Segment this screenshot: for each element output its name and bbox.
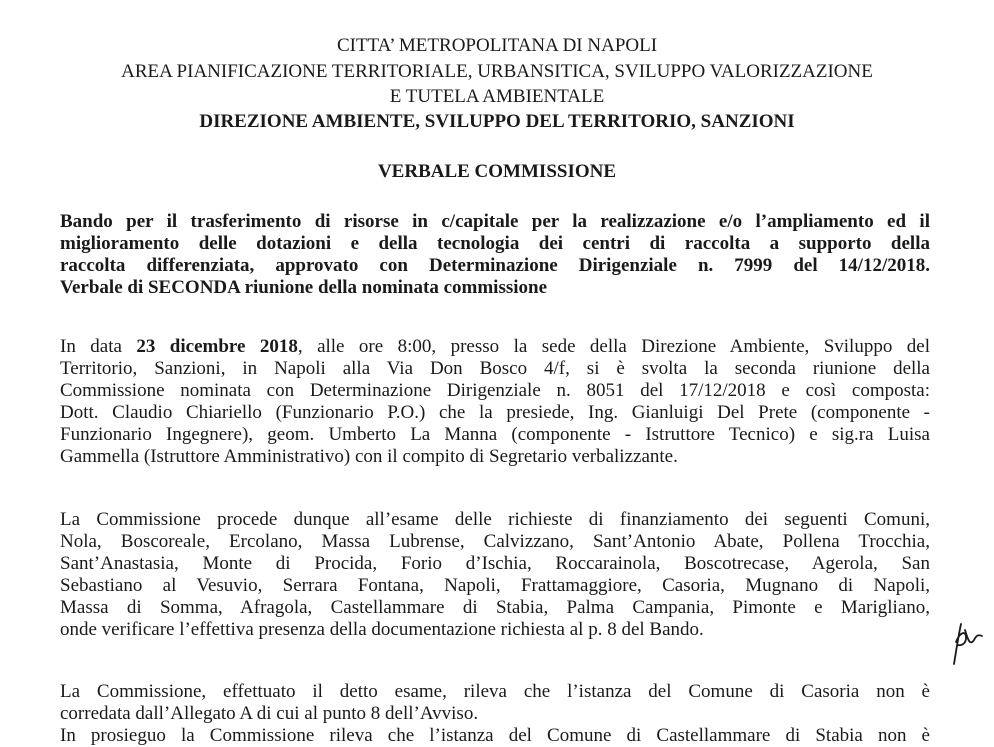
paragraph-text: In data <box>60 336 137 357</box>
document-title: VERBALE COMMISSIONE <box>377 161 617 182</box>
header-line-4: DIREZIONE AMBIENTE, SVILUPPO DEL TERRITORIO, SANZIONI <box>199 111 795 132</box>
paragraph-3 <box>60 681 930 747</box>
subject-line: Bando per il trasferimento di risorse in c/capitale per la realizzazione e/o l’ampliamento ed il <box>60 211 930 232</box>
subject-line: raccolta differenziata, approvato con Determinazione Dirigenziale n. 7999 del 14/12/2018. <box>60 255 930 276</box>
header-line-2: AREA PIANIFICAZIONE TERRITORIALE, URBANSITICA, SVILUPPO VALORIZZAZIONE <box>121 61 873 82</box>
paragraph-line: Dott. Claudio Chiariello (Funzionario P.O.) che la presiede, Ing. Gianluigi Del Prete (componente - <box>60 402 930 423</box>
meeting-date: 23 dicembre 2018 <box>136 336 298 357</box>
paragraph-line: Territorio, Sanzioni, in Napoli alla Via Don Bosco 4/f, si è svolta la seconda riunione della <box>60 358 930 379</box>
paragraph-line: In prosieguo la Commissione rileva che l’istanza del Comune di Castellammare di Stabia non è <box>60 725 930 746</box>
paragraph-line: La Commissione procede dunque all’esame delle richieste di finanziamento dei seguenti Comuni, <box>60 509 930 530</box>
paragraph-line: Commissione nominata con Determinazione Dirigenziale n. 8051 del 17/12/2018 e così composta: <box>60 380 930 401</box>
paragraph-line: Nola, Boscoreale, Ercolano, Massa Lubrense, Calvizzano, Sant’Antonio Abate, Pollena Trocchia, <box>60 531 930 552</box>
header-line-3: E TUTELA AMBIENTALE <box>389 86 605 107</box>
paragraph-line <box>60 336 930 358</box>
subject-line: Verbale di SECONDA riunione della nominata commissione <box>60 277 548 298</box>
paragraph-line: onde verificare l’effettiva presenza della documentazione richiesta al p. 8 del Bando. <box>60 619 704 640</box>
paragraph-2 <box>60 509 930 641</box>
paragraph-line: Massa di Somma, Afragola, Castellammare di Stabia, Palma Campania, Pimonte e Marigliano, <box>60 597 930 618</box>
handwritten-initials-signature <box>946 618 986 668</box>
subject-block <box>60 211 930 299</box>
paragraph-line: corredata dall’Allegato A di cui al punto 8 dell’Avviso. <box>60 703 479 724</box>
paragraph-line: Sant’Anastasia, Monte di Procida, Forio d’Ischia, Roccarainola, Boscotrecase, Agerola, San <box>60 553 930 574</box>
paragraph-line: Sebastiano al Vesuvio, Serrara Fontana, Napoli, Frattamaggiore, Casoria, Mugnano di Napoli, <box>60 575 930 596</box>
header-line-1: CITTA’ METROPOLITANA DI NAPOLI <box>336 35 658 56</box>
paragraph-line: Gammella (Istruttore Amministrativo) con il compito di Segretario verbalizzante. <box>60 446 678 467</box>
paragraph-1 <box>60 336 930 468</box>
paragraph-line: Funzionario Ingegnere), geom. Umberto La Manna (componente - Istruttore Tecnico) e sig.ra Luisa <box>60 424 930 445</box>
subject-line: miglioramento delle dotazioni e della tecnologia dei centri di raccolta a supporto della <box>60 233 930 254</box>
paragraph-text: , alle ore 8:00, presso la sede della Direzione Ambiente, Sviluppo del <box>297 336 930 357</box>
paragraph-line: La Commissione, effettuato il detto esame, rileva che l’istanza del Comune di Casoria non è <box>60 681 930 702</box>
